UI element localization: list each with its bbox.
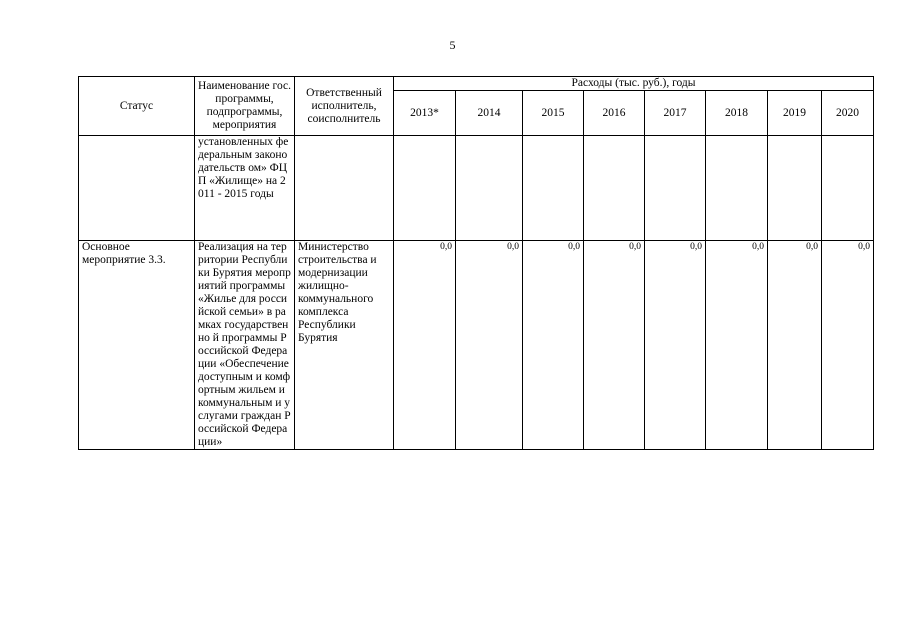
- name-cell: [195, 241, 295, 450]
- name-text: Реализация на территории Республики Бурятия мероприятий программы «Жилье для российской семьи» в рамках государственно й программы Российской Федерации «Обеспечение доступным и комфортным жильем и коммунальным и услугами граждан Российской Федерации»: [198, 241, 291, 448]
- value-cell: 0,0: [584, 241, 645, 450]
- name-cell: [195, 136, 295, 241]
- value-cell: 0,0: [706, 241, 768, 450]
- value-cell: [822, 136, 874, 241]
- header-year: 2018: [706, 91, 768, 136]
- page-number: 5: [449, 38, 456, 52]
- value-cell: 0,0: [822, 241, 874, 450]
- header-name: Наименование гос. программы, подпрограммы, мероприятия: [195, 77, 295, 136]
- value-cell: [456, 136, 523, 241]
- header-year: 2016: [584, 91, 645, 136]
- header-year: 2020: [822, 91, 874, 136]
- status-cell: [79, 136, 195, 241]
- value-cell: [645, 136, 706, 241]
- value-cell: 0,0: [768, 241, 822, 450]
- header-status: Статус: [79, 77, 195, 136]
- value-cell: [584, 136, 645, 241]
- responsible-cell: Министерство строительства и модернизации жилищно-коммунального комплекса Республики Бурятия: [295, 241, 394, 450]
- header-expenses: Расходы (тыс. руб.), годы: [394, 77, 874, 91]
- header-responsible: Ответственный исполнитель, соисполнитель: [295, 77, 394, 136]
- value-cell: 0,0: [456, 241, 523, 450]
- header-year: 2013*: [394, 91, 456, 136]
- budget-table: [78, 76, 874, 450]
- table-row: [79, 241, 874, 450]
- header-year: 2019: [768, 91, 822, 136]
- value-cell: [768, 136, 822, 241]
- value-cell: 0,0: [394, 241, 456, 450]
- header-year: 2017: [645, 91, 706, 136]
- value-cell: [394, 136, 456, 241]
- value-cell: 0,0: [523, 241, 584, 450]
- table-row: [79, 136, 874, 241]
- responsible-cell: [295, 136, 394, 241]
- header-year: 2015: [523, 91, 584, 136]
- header-row: [79, 77, 874, 91]
- value-cell: [523, 136, 584, 241]
- value-cell: [706, 136, 768, 241]
- name-text: установленных федеральным законодательств ом» ФЦП «Жилище» на 2011 - 2015 годы: [198, 136, 289, 200]
- status-cell: Основное мероприятие 3.3.: [79, 241, 195, 450]
- value-cell: 0,0: [645, 241, 706, 450]
- header-year: 2014: [456, 91, 523, 136]
